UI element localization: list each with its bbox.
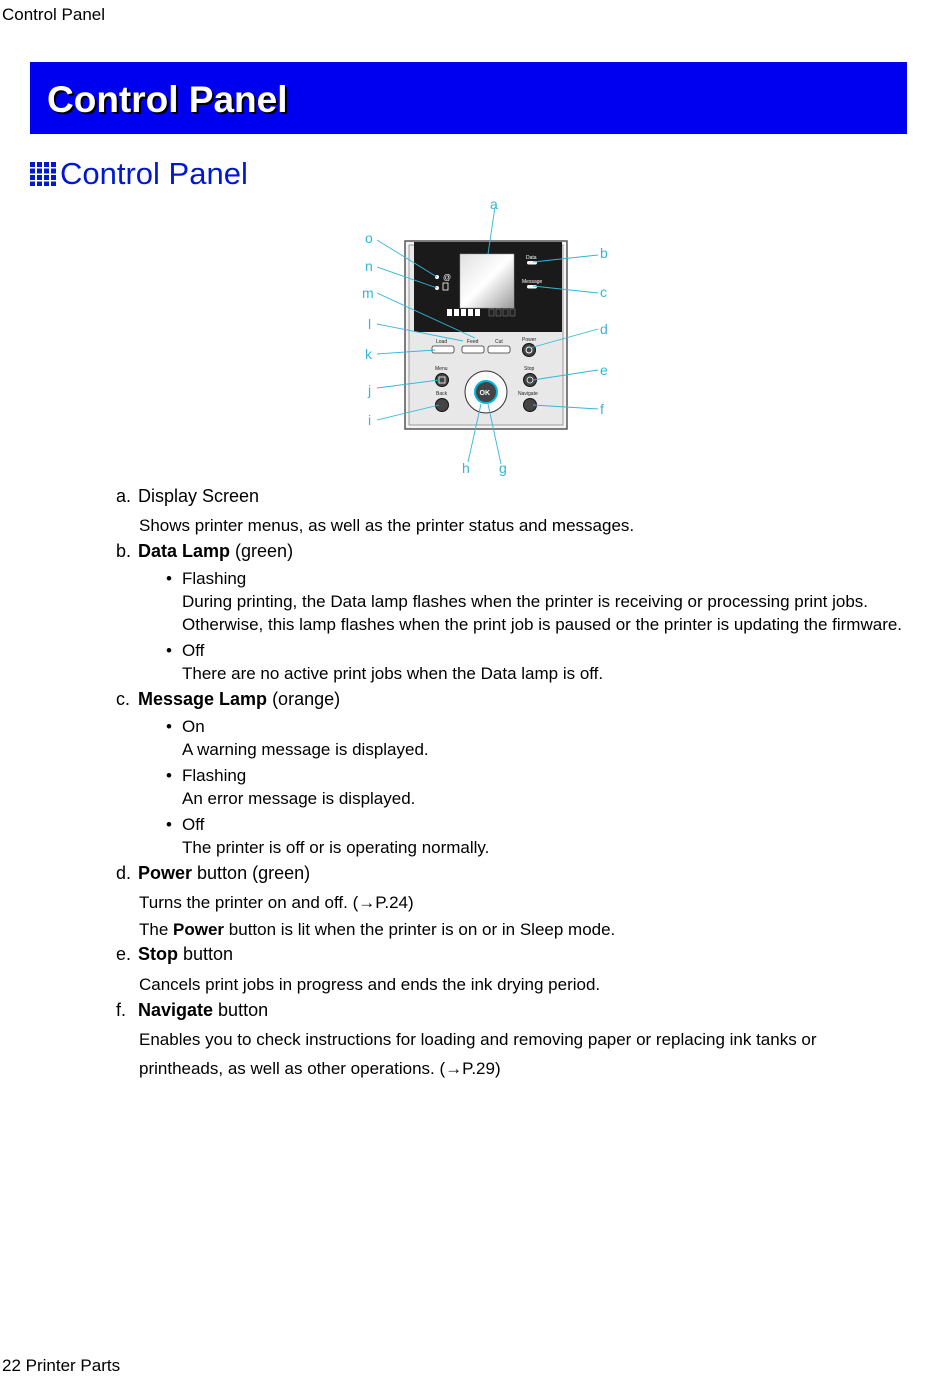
bullet: • Off (166, 815, 205, 834)
item-e-desc: Cancels print jobs in progress and ends the ink drying period. (139, 975, 601, 994)
section-heading (30, 154, 248, 194)
data-label: Data (526, 255, 537, 261)
back-label: Back (436, 391, 448, 397)
bullet-desc: The printer is off or is operating normally. (182, 838, 490, 857)
callout-f: f (600, 401, 604, 417)
callout-j: j (368, 382, 372, 398)
item-a-title: a. Display Screen (116, 486, 260, 506)
item-d-desc: Turns the printer on and off. (→P.24) (139, 893, 414, 912)
control-panel-figure (355, 192, 625, 484)
bullet: • Flashing (166, 766, 247, 785)
callout-k: k (365, 346, 372, 362)
callout-n: n (365, 258, 373, 274)
item-f-desc: Enables you to check instructions for loading and removing paper or replacing ink tanks or (139, 1030, 817, 1049)
item-f-title: f. Navigate button (116, 1000, 269, 1020)
bullet-desc: An error message is displayed. (182, 789, 416, 808)
page-footer: 22 Printer Parts (2, 1356, 121, 1375)
svg-text:@: @ (443, 273, 452, 282)
bullet: • Off (166, 641, 205, 660)
callout-o: o (365, 230, 373, 246)
callout-l: l (368, 316, 372, 332)
bullet: • Flashing (166, 569, 247, 588)
bullet-desc: A warning message is displayed. (182, 740, 429, 759)
bullet-desc: There are no active print jobs when the Data lamp is off. (182, 664, 604, 683)
callout-d: d (600, 321, 608, 337)
bullet: • On (166, 717, 205, 736)
title-banner (30, 62, 907, 134)
callout-b: b (600, 245, 608, 261)
control-panel-illustration (355, 192, 625, 484)
page-title: Control Panel (47, 79, 288, 120)
menu-label: Menu (435, 366, 448, 372)
bullet-desc: During printing, the Data lamp flashes when the printer is receiving or processing print jobs. (182, 592, 869, 611)
message-label: Message (522, 279, 543, 285)
callout-g: g (499, 460, 507, 476)
item-f-desc-2: printheads, as well as other operations. (→P.29) (139, 1059, 501, 1078)
grid-icon (30, 162, 56, 186)
callout-m: m (362, 285, 374, 301)
callout-e: e (600, 362, 608, 378)
navigate-label: Navigate (518, 391, 538, 397)
cut-label: Cut (495, 339, 503, 345)
feed-label: Feed (467, 339, 479, 345)
power-label: Power (522, 337, 537, 343)
running-header: Control Panel (2, 5, 106, 24)
item-d-title: d. Power button (green) (116, 863, 311, 883)
item-a-desc: Shows printer menus, as well as the printer status and messages. (139, 516, 635, 535)
callout-a: a (490, 196, 498, 212)
stop-label: Stop (524, 366, 535, 372)
callout-c: c (600, 284, 607, 300)
section-title: Control Panel (60, 156, 248, 191)
item-c-title: c. Message Lamp (orange) (116, 689, 341, 709)
bullet-desc: Otherwise, this lamp flashes when the print job is paused or the printer is updating the firmware. (182, 615, 903, 634)
item-b-title: b. Data Lamp (green) (116, 541, 294, 561)
callout-h: h (462, 460, 470, 476)
callout-i: i (368, 412, 372, 428)
ok-label: OK (479, 390, 490, 397)
load-label: Load (436, 339, 448, 345)
item-e-title: e. Stop button (116, 944, 234, 964)
item-d-desc-2: The Power button is lit when the printer is on or in Sleep mode. (139, 920, 616, 939)
